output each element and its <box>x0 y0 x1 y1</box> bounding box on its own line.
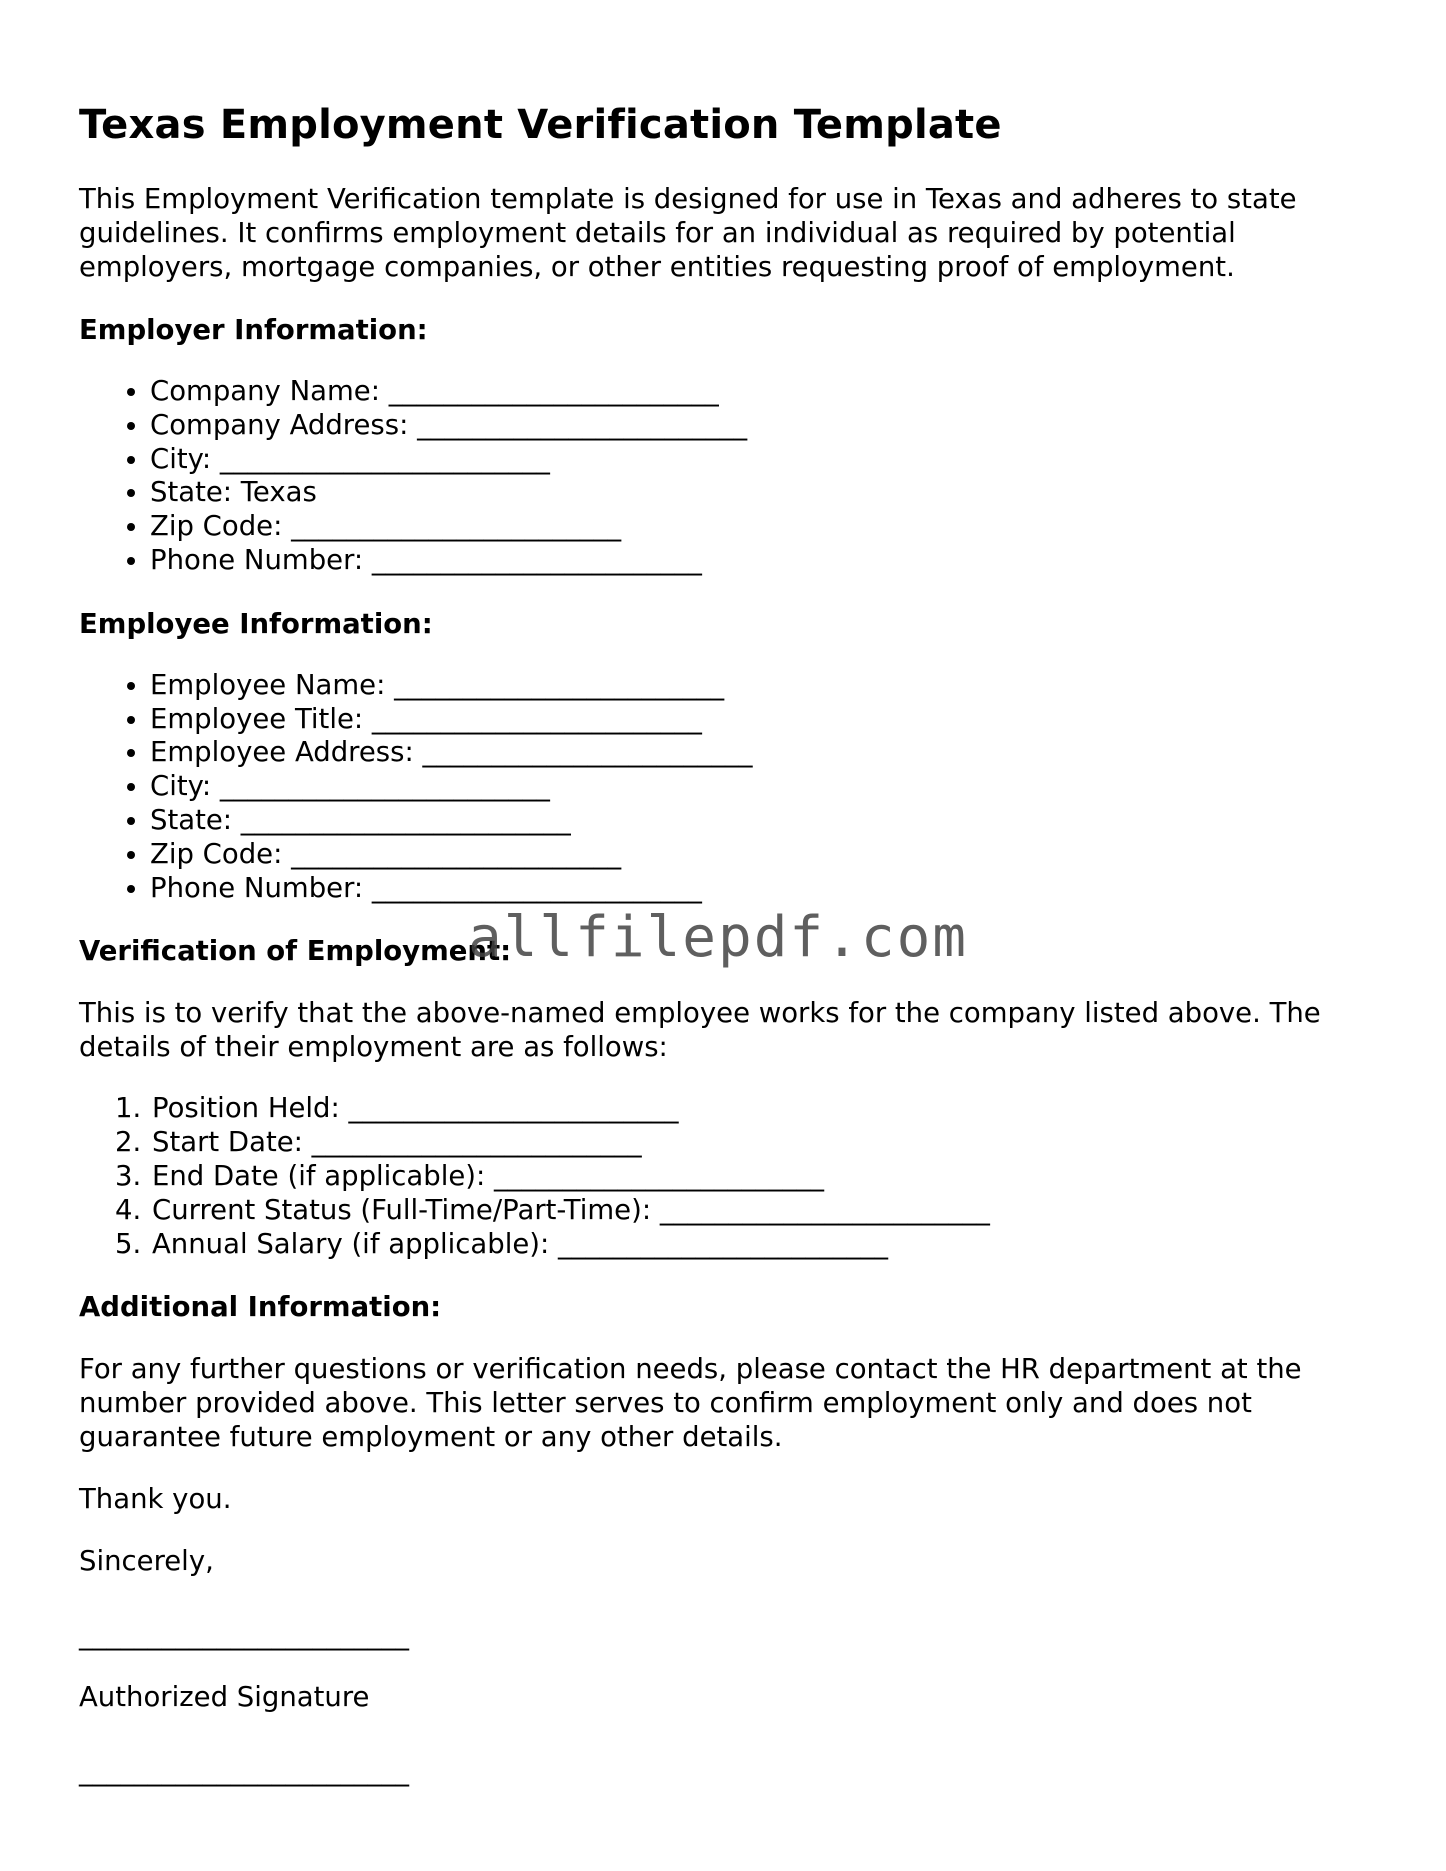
list-item: • City: ________________________ <box>150 443 1379 477</box>
intro-paragraph: This Employment Verification template is designed for use in Texas and adheres to state guidelines. It confirms employment details for an individual as required by potential employers, mortgage companies, or other entities requesting proof of employment. <box>79 183 1297 283</box>
list-item: • State: Texas <box>150 476 1379 510</box>
list-item: • Phone Number: ________________________ <box>150 544 1379 578</box>
list-item: • Zip Code: ________________________ <box>150 838 1379 872</box>
list-item: 2. Start Date: ________________________ <box>150 1126 1379 1160</box>
list-item: • Zip Code: ________________________ <box>150 510 1379 544</box>
verification-heading: Verification of Employment: <box>79 935 512 968</box>
signature-line: ________________________ <box>79 1619 409 1652</box>
list-item: 5. Annual Salary (if applicable): ________________________ <box>150 1228 1379 1262</box>
list-item: • Employee Address: ________________________ <box>150 736 1379 770</box>
employee-list <box>79 669 1379 906</box>
thanks-text: Thank you. <box>79 1483 232 1516</box>
list-item: • Company Name: ________________________ <box>150 375 1379 409</box>
sincerely-text: Sincerely, <box>79 1545 214 1578</box>
list-item: • Employee Name: ________________________ <box>150 669 1379 703</box>
list-item: • State: ________________________ <box>150 804 1379 838</box>
verification-list <box>79 1092 1379 1261</box>
employee-heading: Employee Information: <box>79 607 433 640</box>
list-item: • Phone Number: ________________________ <box>150 872 1379 906</box>
verification-paragraph: This is to verify that the above-named employee works for the company listed above. The details of their employment are as follows: <box>79 997 1321 1064</box>
list-item: 3. End Date (if applicable): ________________________ <box>150 1160 1379 1194</box>
signature-line-2: ________________________ <box>79 1755 409 1788</box>
list-item: 1. Position Held: ________________________ <box>150 1092 1379 1126</box>
list-item: • Employee Title: ________________________ <box>150 703 1379 737</box>
additional-paragraph: For any further questions or verification needs, please contact the HR department at the number provided above. This letter serves to confirm employment only and does not guarantee future employment or any other details. <box>79 1353 1302 1454</box>
page-title: Texas Employment Verification Template <box>79 102 1002 148</box>
list-item: 4. Current Status (Full-Time/Part-Time): ________________________ <box>150 1194 1379 1228</box>
watermark: allfilepdf.com <box>468 905 969 970</box>
employer-list <box>79 375 1379 578</box>
list-item: • City: ________________________ <box>150 770 1379 804</box>
list-item: • Company Address: ________________________ <box>150 409 1379 443</box>
signature-label: Authorized Signature <box>79 1681 370 1714</box>
employer-heading: Employer Information: <box>79 314 428 346</box>
additional-heading: Additional Information: <box>79 1291 442 1324</box>
